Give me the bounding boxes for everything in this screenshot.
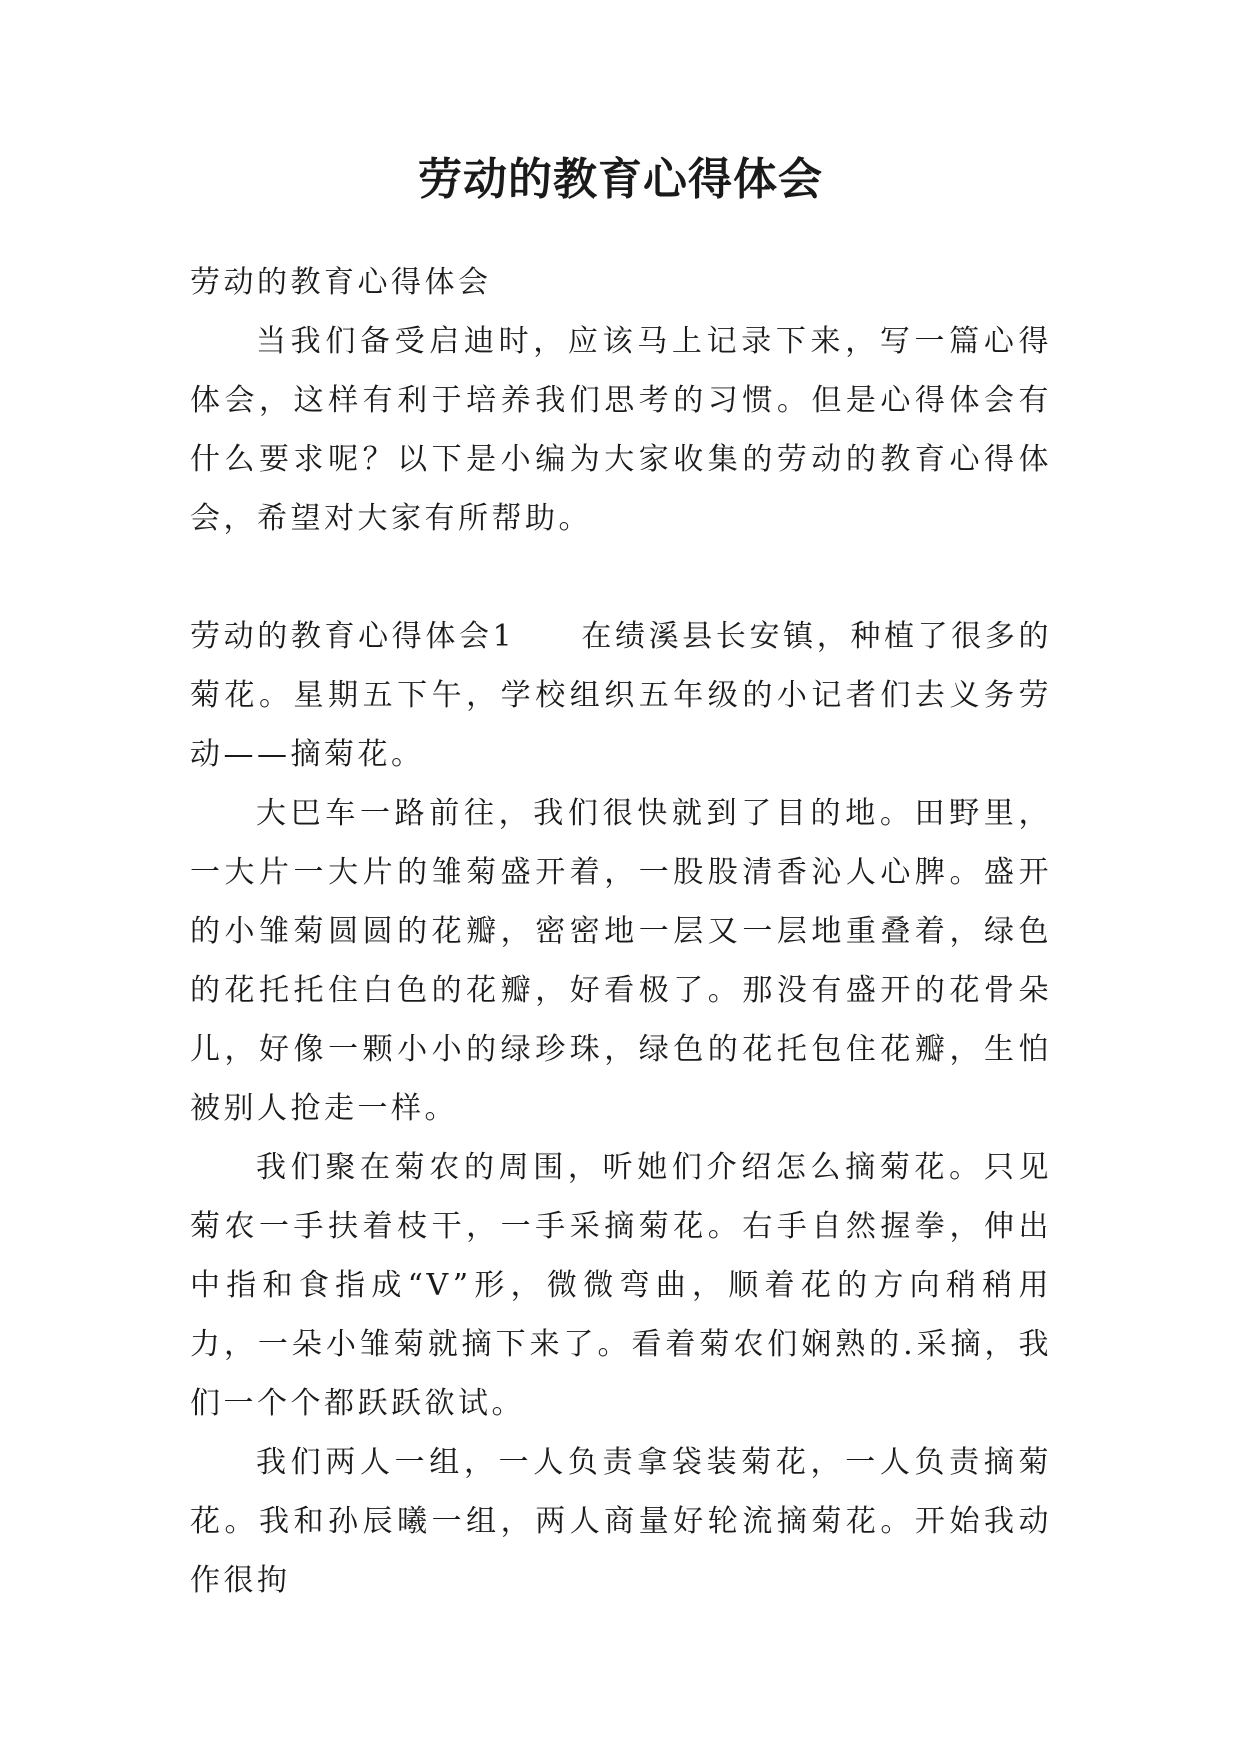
- section-1-lead: 在绩溪县长安镇，种植了很多的菊花。星期五下午，学校组织五年级的小记者们去义务劳动——摘菊花。: [190, 619, 1053, 772]
- body-paragraph: 大巴车一路前往，我们很快就到了目的地。田野里，一大片一大片的雏菊盛开着，一股股清香沁人心脾。盛开的小雏菊圆圆的花瓣，密密地一层又一层地重叠着，绿色的花托托住白色的花瓣，好看极了。那没有盛开的花骨朵儿，好像一颗小小的绿珍珠，绿色的花托包住花瓣，生怕被别人抢走一样。: [190, 796, 1052, 1126]
- paragraph-spacer: [190, 548, 1052, 607]
- intro-paragraph: 当我们备受启迪时，应该马上记录下来，写一篇心得体会，这样有利于培养我们思考的习惯。但是心得体会有什么要求呢？以下是小编为大家收集的劳动的教育心得体会，希望对大家有所帮助。: [190, 324, 1052, 536]
- document-body: [190, 253, 1052, 1610]
- section-1-heading: 劳动的教育心得体会1: [190, 619, 516, 654]
- document-subtitle: 劳动的教育心得体会: [190, 265, 492, 300]
- document-title: 劳动的教育心得体会: [418, 154, 823, 205]
- section-1-lead-paragraph: [190, 607, 1052, 784]
- body-paragraph: 我们两人一组，一人负责拿袋装菊花，一人负责摘菊花。我和孙辰曦一组，两人商量好轮流摘菊花。开始我动作很拘: [190, 1445, 1052, 1598]
- body-paragraph: 我们聚在菊农的周围，听她们介绍怎么摘菊花。只见菊农一手扶着枝干，一手采摘菊花。右手自然握拳，伸出中指和食指成“V”形，微微弯曲，顺着花的方向稍稍用力，一朵小雏菊就摘下来了。看着菊农们娴熟的.采摘，我们一个个都跃跃欲试。: [190, 1150, 1052, 1421]
